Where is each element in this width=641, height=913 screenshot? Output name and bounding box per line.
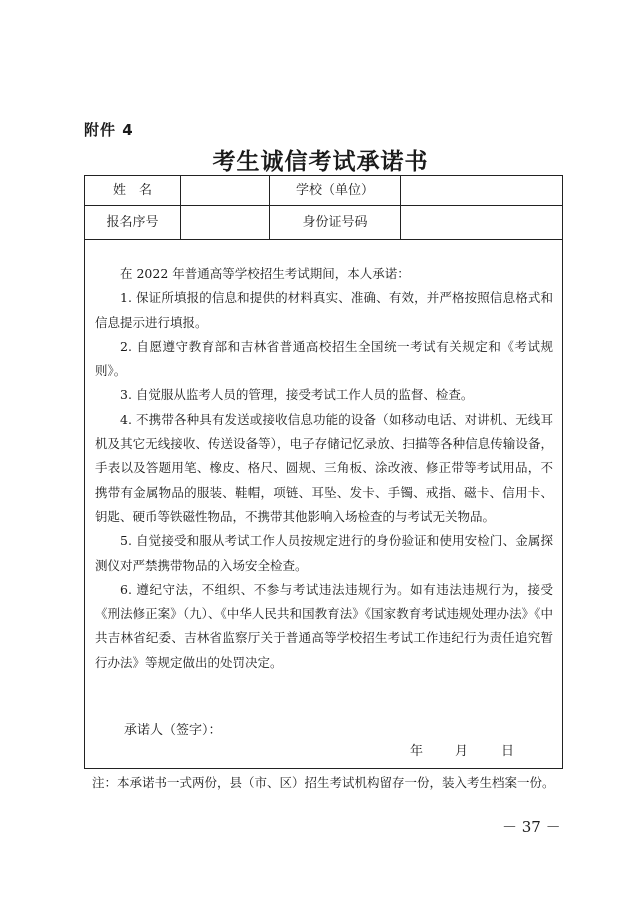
pledge-item: 6. 遵纪守法，不组织、不参与考试违法违规行为。如有违法违规行为，接受《刑法修正案》（九）、《中华人民共和国教育法》《国家教育考试违规处理办法》《中共吉林省纪委、吉林省监察厅关于普通高等学校招生考试工作违纪行为责任追究暂行办法》等规定做出的处罚决定。	[95, 581, 553, 670]
attachment-label: 附件 4	[84, 121, 134, 139]
pledge-item: 5. 自觉接受和服从考试工作人员按规定进行的身份验证和使用安检门、金属探测仪对严禁携带物品的入场安全检查。	[95, 533, 553, 573]
id-number-label: 身份证号码	[302, 214, 368, 230]
document-title: 考生诚信考试承诺书	[212, 149, 429, 175]
page-number: － 37 －	[502, 818, 561, 836]
id-number-field[interactable]	[401, 206, 562, 239]
pledge-item: 4. 不携带各种具有发送或接收信息功能的设备（如移动电话、对讲机、无线耳机及其它无线接收、传送设备等），电子存储记忆录放、扫描等各种信息传输设备，手表以及答题用笔、橡皮、格尺、圆规、三角板、涂改液、修正带等考试用品，不携带有金属物品的服装、鞋帽，项链、耳坠、发卡、手镯、戒指、磁卡、信用卡、钥匙、硬币等铁磁性物品，不携带其他影响入场检查的与考试无关物品。	[95, 411, 553, 524]
pledge-item: 1. 保证所填报的信息和提供的材料真实、准确、有效，并严格按照信息格式和信息提示进行填报。	[95, 290, 553, 330]
date-month-label: 月	[455, 744, 469, 759]
school-label: 学校（单位）	[295, 182, 374, 198]
date-day-label: 日	[501, 744, 515, 759]
signature-label: 承诺人（签字）：	[124, 723, 222, 738]
pledge-intro: 在 2022 年普通高等学校招生考试期间，本人承诺：	[120, 266, 410, 281]
school-field[interactable]	[401, 176, 562, 205]
pledge-item: 2. 自愿遵守教育部和吉林省普通高校招生全国统一考试有关规定和《考试规则》。	[95, 338, 553, 379]
registration-number-field[interactable]	[181, 206, 269, 239]
date-year-label: 年	[410, 744, 424, 759]
registration-number-label: 报名序号	[106, 214, 159, 230]
name-field[interactable]	[181, 176, 269, 205]
name-label: 姓 名	[112, 182, 152, 198]
table-bottom-border	[84, 239, 563, 240]
footnote: 注：本承诺书一式两份，县（市、区）招生考试机构留存一份，装入考生档案一份。	[92, 775, 555, 790]
pledge-text	[95, 262, 553, 675]
pledge-item: 3. 自觉服从监考人员的管理，接受考试工作人员的监督、检查。	[120, 387, 474, 403]
